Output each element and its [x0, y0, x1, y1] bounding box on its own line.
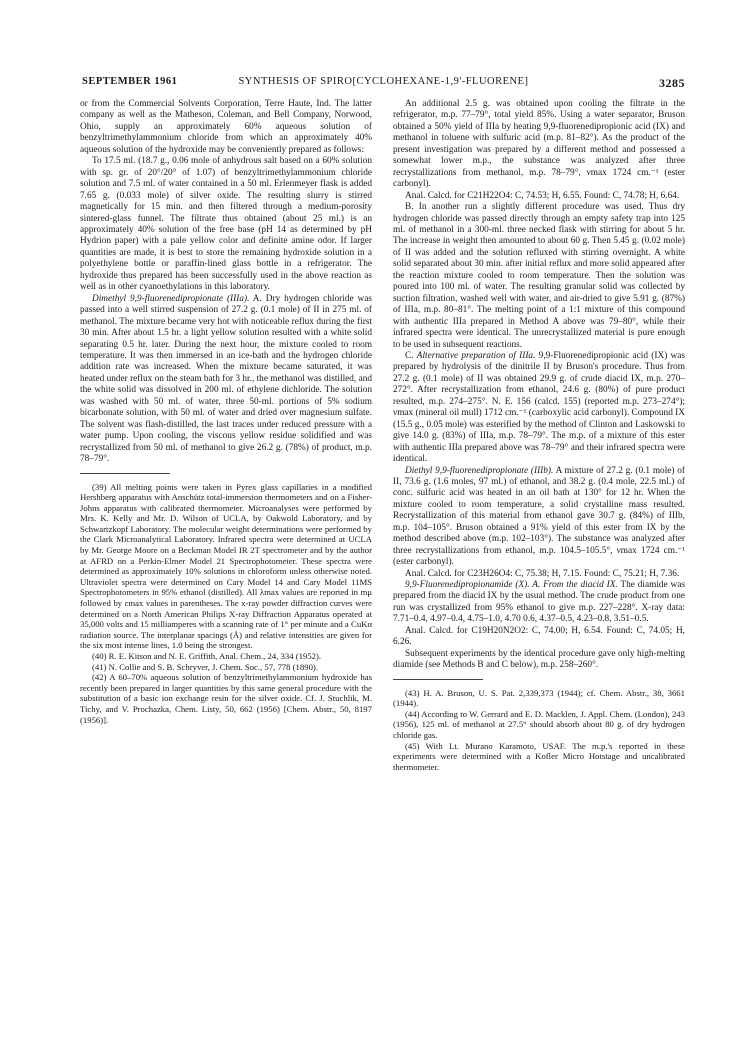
diamide-heading: 9,9-Fluorenedipropionamide (X). A. From the diacid IX.: [405, 580, 618, 591]
header-title: SYNTHESIS OF SPIRO[CYCLOHEXANE-1,9'-FLUORENE]: [238, 76, 529, 87]
left-column: [80, 99, 372, 725]
paragraph: To 17.5 ml. (18.7 g., 0.06 mole of anhydrous salt based on a 60% solution with sp. gr. of 20°/20° of 1.07) of benzyltrimethylammonium chloride solution and 7.5 ml. of water contained in a 50 ml. Erlenmeyer flask is added 7.65 g. (0.033 mole) of silver oxide. The resulting slurry is stirred magnetically for 15 min. and then filtered through a medium-porosity sintered-glass funnel. The filtrate thus obtained (about 25 ml.) is an approximately 40% solution of the free base (pH 14 as determined by pH Hydrion paper) with a pale yellow color and definite amine odor. If larger quantities are made, it is best to store the remaining hydroxide solution in a polyethylene bottle or paraffin-lined glass bottle in a refrigerator. The hydroxide thus prepared has been successfully used in the above reaction as well as in other cyanoethylations in this laboratory.: [80, 156, 372, 293]
analysis-line: Anal. Calcd. for C23H26O4: C, 75.38; H, 7.15. Found: C, 75.21; H, 7.36.: [405, 568, 680, 579]
header-date: SEPTEMBER 1961: [82, 76, 178, 87]
footnote: (40) R. E. Kitson and N. E. Griffith, Anal. Chem., 24, 334 (1952).: [92, 651, 322, 661]
diethyl-body: A mixture of 27.2 g. (0.1 mole) of II, 73.6 g. (1.6 moles, 97 ml.) of ethanol, and 38.2 g. (0.4 mole, 22.5 ml.) of conc. sulfuric acid was heated in an oil bath at 130° for 12 hr. When the mixture cooled to room temperature, a solid crystalline mass resulted. Recrystallization of this material from ethanol gave 30.7 g. (84%) of IIIb, m.p. 104–105°. Bruson obtained a 91% yield of this ester from IX by the method described above (m.p. 102–103°). The substance was analyzed after three recrystallizations from ethanol, m.p. 104.5–105.5°, νmax 1724 cm.⁻¹ (ester carbonyl).: [393, 465, 685, 568]
diethyl-heading: Diethyl 9,9-fluorenedipropionate (IIIb).: [405, 465, 554, 476]
footnote: (45) With Lt. Murano Karamoto, USAF. The m.p.'s reported in these experiments were determined with a Kofler Micro Hotstage and uncalibrated thermometer.: [393, 740, 685, 772]
right-column: [393, 99, 685, 772]
method-heading: Dimethyl 9,9-fluorenedipropionate (IIIa).: [92, 293, 250, 304]
method-body: A. Dry hydrogen chloride was passed into a well stirred suspension of 27.2 g. (0.1 mole) of II in 275 ml. of methanol. The mixture became very hot with noticeable reflux during the first 30 min. After about 1.5 hr. a light yellow solution resulted with a white solid separating 0.5 hr. later. During the next hour, the mixture cooled to room temperature. It was then immersed in an ice-bath and the hydrogen chloride addition rate was increased. When the mixture became saturated, it was heated under reflux on the steam bath for 3 hr., the methanol was distilled, and the white solid was dissolved in 200 ml. of ethylene dichloride. The solution was washed with 50 ml. of water, three 50-ml. portions of 5% sodium bicarbonate solution, with 50 ml. of water and dried over magnesium sulfate. The solvent was flash-distilled, the last traces under reduced pressure with a water pump. Upon cooling, the viscous yellow residue solidified and was recrystallized from 50 ml. of methanol to give 26.2 g. (78%) of product, m.p. 78–79°.: [80, 293, 372, 465]
paragraph: An additional 2.5 g. was obtained upon cooling the filtrate in the refrigerator, m.p. 77–79°, total yield 85%. Using a water separator, Bruson obtained a 50% yield of IIIa by heating 9,9-fluorenedipropionic acid (IX) and methanol in toluene with sulfuric acid (m.p. 81–82°). As the product of the present investigation was prepared by a different method and possessed a somewhat lower m.p., the substance was analyzed after three recrystallizations from methanol, m.p. 78–79°, νmax 1724 cm.⁻¹ (ester carbonyl).: [393, 99, 685, 190]
method-paragraph: [80, 294, 372, 466]
footnote: (43) H. A. Bruson, U. S. Pat. 2,339,373 (1944); cf. Chem. Abstr., 38, 3661 (1944).: [393, 687, 685, 709]
running-header: [82, 76, 685, 92]
analysis-line: Anal. Calcd. for C21H22O4: C, 74.53; H, 6.55. Found: C, 74.78; H, 6.64.: [405, 190, 680, 201]
footnote-rule: [80, 473, 170, 474]
footnote: (44) According to W. Gerrard and E. D. Macklen, J. Appl. Chem. (London), 243 (1956), 125 ml. of methanol at 27.5° should absorb about 80 g. of dry hydrogen chloride gas.: [393, 708, 685, 741]
method-c-body: 9,9-Fluorenedipropionic acid (IX) was prepared by hydrolysis of the dinitrile II by Bruson's procedure. Thus from 27.2 g. (0.1 mole) of II was obtained 29.9 g. of crude diacid IX, m.p. 270–272°. After recrystallization from ethanol, 24.6 g. (80%) of pure product resulted, m.p. 274–275°. N. E. 156 (calcd. 155) (reported m.p. 273–274°); νmax (mineral oil mull) 1712 cm.⁻¹ (carboxylic acid carbonyl). Compound IX (15.5 g., 0.05 mole) was esterified by the method of Clinton and Laskowski to give 14.0 g. (83%) of IIIa, m.p. 78–79°. The m.p. of a mixture of this ester with authentic IIIa prepared above was 78–79° and their infrared spectra were identical.: [393, 350, 686, 465]
paragraph: Subsequent experiments by the identical procedure gave only high-melting diamide (see Methods B and C below), m.p. 258–260°.: [393, 648, 685, 671]
footnote: (39) All melting points were taken in Pyrex glass capillaries in a modified Hershberg apparatus with Anschütz total-immersion thermometers and on a Fisher-Johns apparatus with calibrated thermometer. Microanalyses were performed by Mrs. K. Kelly and Mr. D. Wilson of UCLA, by Oakwold Laboratory, and by Schwartzkopf Laboratory. The molecular weight determinations were performed by the Clark Microanalytical Laboratory. Infrared spectra were determined at UCLA by Mr. George Moore on a Beckman Model IR 2T spectrometer and by the author at AFRD on a Perkin-Elmer Model 21 Spectrophotometer. These spectra were determined as approximately 10% solutions in chloroform unless otherwise noted. Ultraviolet spectra were determined on Cary Model 14 and Cary Model 11MS Spectrophotometers in 95% ethanol (distilled). All λmax values are reported in mμ followed by εmax values in parentheses. The x-ray powder diffraction curves were determined on a North American Philips X-ray Diffraction Apparatus operated at 35,000 volts and 15 milliamperes with a scanning rate of 1° per minute and a CuKα radiation source. The interplanar spacings (Å) and relative intensities are given for the six most intense lines, 1.0 being the strongest.: [80, 481, 372, 651]
diamide-body: The diamide was prepared from the diacid IX by the usual method. The crude product from one run was crystallized from 95% ethanol to give m.p. 227–228°. X-ray data: 7.71–0.4, 4.97–0.4, 4.75–1.0, 4.70 0.6, 4.37–0.5, 4.23–0.8, 3.51–0.5.: [393, 580, 685, 625]
diamide-paragraph: [393, 580, 685, 626]
footnote: (42) A 60–70% aqueous solution of benzyltrimethylammonium hydroxide has recently been prepared in larger quantities by this same general procedure with the substitution of a basic ion exchange resin for the silver oxide. Cf. J. Stuchlik, M. Tichy, and V. Prochazka, Chem. Listy, 50, 662 (1956) [Chem. Abstr., 50, 8197 (1956)].: [80, 672, 372, 725]
method-c-heading: Alternative preparation of IIIa.: [416, 350, 536, 361]
paragraph: or from the Commercial Solvents Corporation, Terre Haute, Ind. The latter company as well as the Matheson, Coleman, and Bell Company, Norwood, Ohio, supply an approximately 60% aqueous solution of benzyltrimethylammonium chloride from which an approximately 40% aqueous solution of the hydroxide may be conveniently prepared as follows:: [80, 99, 372, 155]
analysis-line: Anal. Calcd. for C19H20N2O2: C, 74.00; H, 6.54. Found: C, 74.05; H, 6.26.: [393, 625, 685, 648]
diethyl-paragraph: [393, 466, 685, 569]
footnote: (41) N. Collie and S. B. Schryver, J. Chem. Soc., 57, 778 (1890).: [92, 661, 318, 672]
footnote-rule: [393, 679, 483, 680]
page-number: 3285: [659, 76, 685, 90]
paragraph: B. In another run a slightly different procedure was used. Thus dry hydrogen chloride was passed directly through an empty safety trap into 125 ml. of methanol in a 300-ml. three necked flask with stirring for about 5 hr. The increase in weight then amounted to about 60 g. Then 5.45 g. (0.02 mole) of II was added and the solution refluxed with stirring overnight. A white solid separated about 30 min. after initial reflux and more solid appeared after the reaction mixture cooled to room temperature. Then the solution was poured into 100 ml. of water. The resulting granular solid was collected by suction filtration, washed well with water, and air-dried to give 5.91 g. (87%) of IIIa, m.p. 80–81°. The melting point of a 1:1 mixture of this compound with authentic IIIa prepared in Method A above was 79–80°, while their infrared spectra were identical. The unrecrystallized material is pure enough to be used in subsequent reactions.: [393, 202, 685, 350]
method-c-paragraph: C. Alternative preparation of IIIa. 9,9-Fluorenedipropionic acid (IX) was prepared by hydrolysis of the dinitrile II by Bruson's procedure. Thus from 27.2 g. (0.1 mole) of II was obtained 29.9 g. of crude diacid IX, m.p. 270–272°. After recrystallization from ethanol, 24.6 g. (80%) of pure product resulted, m.p. 274–275°. N. E. 156 (calcd. 155) (reported m.p. 273–274°); νmax (mineral oil mull) 1712 cm.⁻¹ (carboxylic acid carbonyl). Compound IX (15.5 g., 0.05 mole) was esterified by the method of Clinton and Laskowski to give 14.0 g. (83%) of IIIa, m.p. 78–79°. The m.p. of a mixture of this ester with authentic IIIa prepared above was 78–79° and their infrared spectra were identical.: [393, 350, 686, 465]
